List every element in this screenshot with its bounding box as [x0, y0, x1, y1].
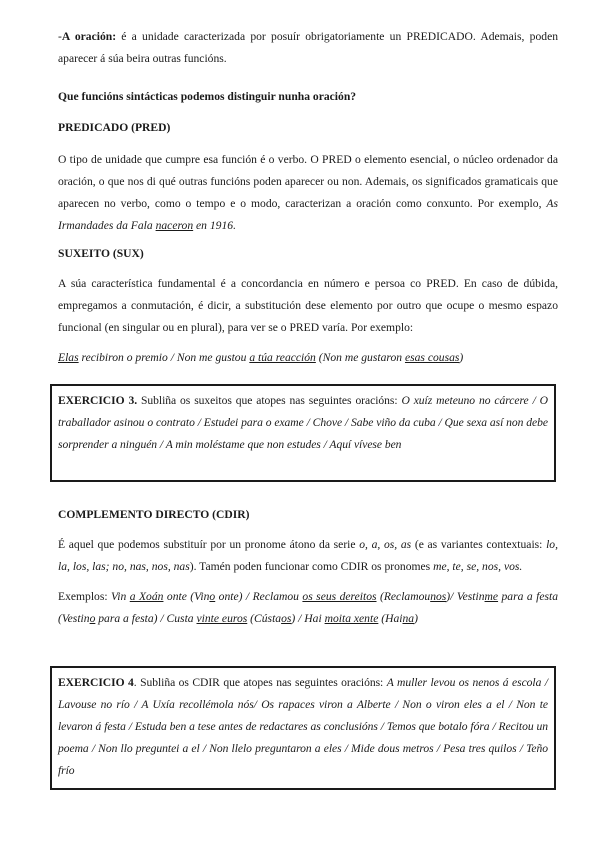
intro-term: A oración: [61, 30, 117, 43]
cdir-heading: COMPLEMENTO DIRECTO (CDIR) [58, 508, 250, 521]
question-heading: Que funcións sintácticas podemos distinguir nunha oración? [58, 90, 357, 103]
predicado-text: O tipo de unidade que cumpre esa función é o verbo. O PRED o elemento esencial, o núcleo ordenador da oración, o que nos di qué outras funcións poden aparecer ou non. Ademais, os significados gramaticais que aparecen no verbo, como o tempo e o modo, caracterizan a oración como conxunto. Por exemplo, As Irmandades da Fala naceron en 1916. [58, 153, 558, 232]
cdir-text: É aquel que podemos substituír por un pronome átono da serie o, a, os, as (e as variantes contextuais: lo, la, los, las; no, nas, nos, nas). Tamén poden funcionar como CDIR os pronomes me, te, se, nos, vos. [58, 538, 558, 573]
suxeito-example: Elas recibiron o premio / Non me gustou a túa reacción (Non me gustaron esas cousas) [58, 351, 464, 364]
suxeito-heading: SUXEITO (SUX) [58, 247, 144, 260]
predicado-section [58, 117, 558, 237]
cdir-examples: Exemplos: Vin a Xoán onte (Vino onte) / Reclamou os seus dereitos (Reclamounos)/ Vestinme para a festa (Vestino para a festa) / Custa vinte euros (Cústaos) / Hai moita xente (Haina) [58, 590, 559, 625]
exercise-3-box [50, 384, 556, 482]
exercise-3-text: EXERCICIO 3. Subliña os suxeitos que atopes nas seguintes oracións: O xuíz meteuno no cárcere / O traballador asinou o contrato / Estudei para o exame / Chove / Sabe viño da cuba / Que sexa así non debe sorprender a ninguén / A min moléstame que non estudes / Aquí vívese ben [58, 394, 549, 451]
suxeito-section [58, 243, 558, 369]
predicado-heading: PREDICADO (PRED) [58, 121, 171, 134]
cdir-section [58, 504, 558, 630]
exercise-4-box [50, 666, 556, 790]
exercise-4-text: EXERCICIO 4. Subliña os CDIR que atopes nas seguintes oracións: A muller levou os nenos á escola / Lavouse no río / A Uxía recollémola nós/ Os rapaces viron a Alberte / Non o viron eles a el / Non te levaron á festa / Estuda ben a tese antes de redactares as conclusións / Temos que botalo fóra / Recitou un poema / Non llo preguntei a el / Non llelo preguntaron a eles / Mide dous metros / Pesa tres quilos / Teño frío [58, 676, 548, 777]
intro-paragraph: -A oración: é a unidade caracterizada por posuír obrigatoriamente un PREDICADO. Ademais, poden aparecer á súa beira outras funcións. [58, 30, 559, 65]
suxeito-text: A súa característica fundamental é a concordancia en número e persoa co PRED. En caso de dúbida, empregamos a conmutación, é dicir, a substitución dese elemento por outro que ocupe o mesmo espazo funcional (en singular ou en plural), para ver se o PRED varía. Por exemplo: [58, 277, 558, 334]
